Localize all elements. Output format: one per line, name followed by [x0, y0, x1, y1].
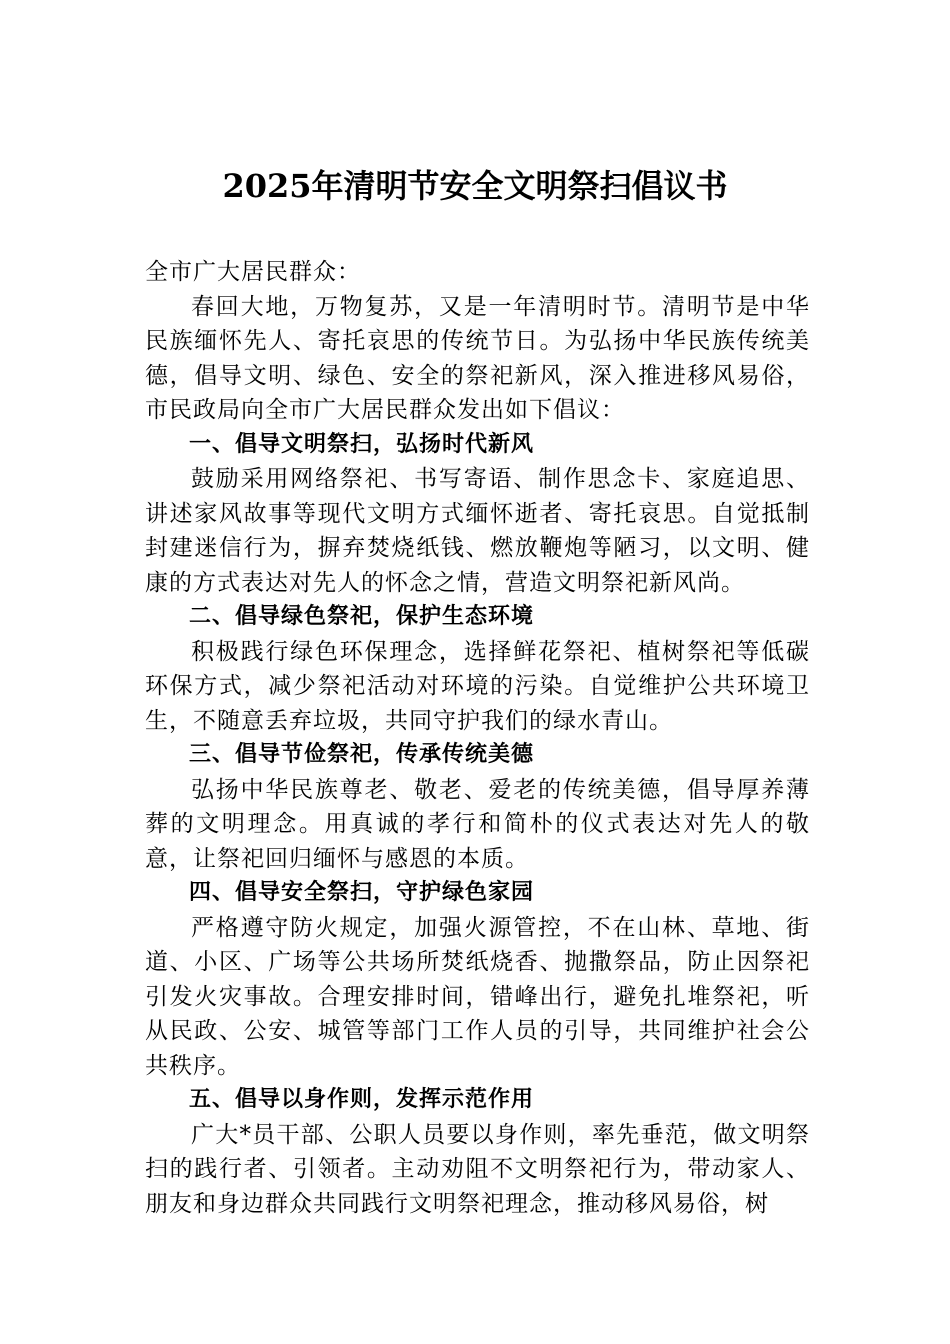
section-paragraph-1: 鼓励采用网络祭祀、书写寄语、制作思念卡、家庭追思、讲述家风故事等现代文明方式缅怀逝者、寄托哀思。自觉抵制封建迷信行为，摒弃焚烧纸钱、燃放鞭炮等陋习，以文明、健康的方式表达对先人的怀念之情，营造文明祭祀新风尚。: [145, 466, 810, 596]
section-paragraph-3: 弘扬中华民族尊老、敬老、爱老的传统美德，倡导厚养薄葬的文明理念。用真诚的孝行和简朴的仪式表达对先人的敬意，让祭祀回归缅怀与感恩的本质。: [145, 776, 810, 872]
section-heading-1: 一、倡导文明祭扫，弘扬时代新风: [189, 431, 535, 457]
section-heading-3: 三、倡导节俭祭祀，传承传统美德: [189, 742, 535, 767]
document-body: [145, 255, 810, 1221]
salutation: 全市广大居民群众：: [145, 259, 361, 285]
section-heading-2: 二、倡导绿色祭祀，保护生态环境: [189, 604, 535, 629]
section-heading-5: 五、倡导以身作则，发挥示范作用: [189, 1087, 535, 1112]
document-title: 2025年清明节安全文明祭扫倡议书: [222, 167, 728, 205]
section-paragraph-2: 积极践行绿色环保理念，选择鲜花祭祀、植树祭祀等低碳环保方式，减少祭祀活动对环境的污染。自觉维护公共环境卫生，不随意丢弃垃圾，共同守护我们的绿水青山。: [145, 638, 810, 734]
section-paragraph-5: 广大*员干部、公职人员要以身作则，率先垂范，做文明祭扫的践行者、引领者。主动劝阻不文明祭祀行为，带动家人、朋友和身边群众共同践行文明祭祀理念，推动移风易俗，树: [145, 1121, 810, 1217]
section-heading-4: 四、倡导安全祭扫，守护绿色家园: [189, 880, 535, 905]
section-paragraph-4: 严格遵守防火规定，加强火源管控，不在山林、草地、街道、小区、广场等公共场所焚纸烧香、抛撒祭品，防止因祭祀引发火灾事故。合理安排时间，错峰出行，避免扎堆祭祀，听从民政、公安、城管等部门工作人员的引导，共同维护社会公共秩序。: [145, 914, 810, 1079]
intro-paragraph: 春回大地，万物复苏，又是一年清明时节。清明节是中华民族缅怀先人、寄托哀思的传统节日。为弘扬中华民族传统美德，倡导文明、绿色、安全的祭祀新风，深入推进移风易俗，市民政局向全市广大居民群众发出如下倡议：: [145, 293, 810, 423]
